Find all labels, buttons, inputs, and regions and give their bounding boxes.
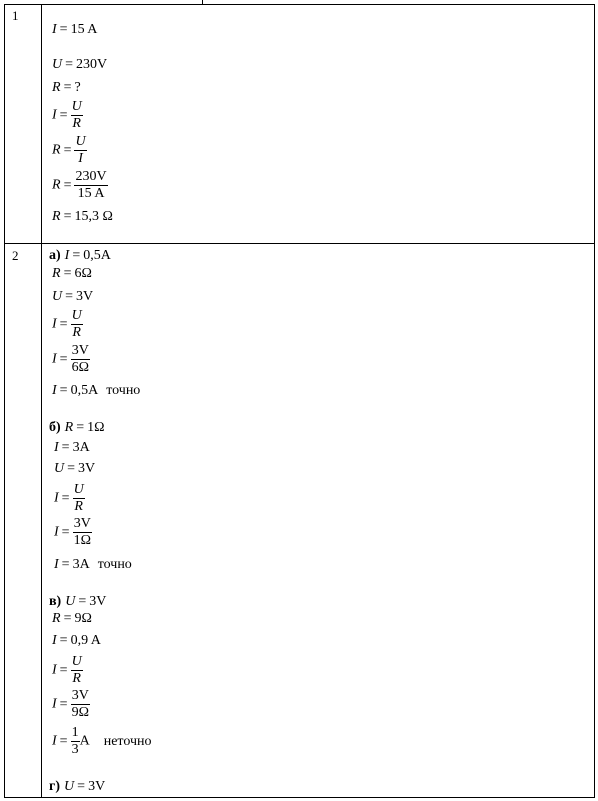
fraction: $\frac{U}{R}$	[73, 482, 84, 514]
row-number: 2	[12, 248, 19, 263]
equation-line: R = 15,3 Ω	[52, 209, 113, 224]
formula-line: I = $\frac{3V}{1\Omega}$	[54, 516, 91, 548]
formula-line: I = $\frac{3V}{9\Omega}$	[52, 688, 89, 720]
part-label: в)	[49, 594, 62, 609]
fraction: $\frac{1}{3}$	[71, 725, 79, 757]
equation-line: I = 3A точно	[54, 557, 132, 572]
equation-line: R = ?	[52, 80, 81, 95]
equation-line: U = 3V	[54, 461, 96, 476]
fraction: $\frac{U}{R}$	[71, 654, 82, 686]
row-divider	[4, 243, 595, 244]
formula-line: I = $\frac{U}{R}$	[52, 308, 82, 340]
formula-line: R = $\frac{230V}{15 A}$	[52, 169, 107, 201]
equation-line: в) U = 3V	[49, 594, 107, 609]
row-number: 1	[12, 8, 19, 23]
part-label: б)	[49, 420, 61, 435]
accuracy-note: неточно	[103, 733, 152, 749]
table-border-left	[4, 4, 5, 798]
fraction: $\frac{U}{R}$	[71, 308, 82, 340]
equation-line: г) U = 3V	[49, 779, 106, 794]
fraction: $\frac{3V}{6\Omega}$	[71, 343, 89, 375]
equation-line: U = 3V	[52, 289, 94, 304]
equation-line: а) I = 0,5A	[49, 248, 111, 263]
equation-line: I = 0,9 A	[52, 633, 101, 648]
accuracy-note: точно	[97, 557, 132, 572]
equation-line: R = 6Ω	[52, 266, 92, 281]
table-border-right	[594, 4, 595, 798]
formula-line: I = $\frac{3V}{6\Omega}$	[52, 343, 89, 375]
equation-line: U = 230V	[52, 57, 108, 72]
fraction: $\frac{U}{R}$	[71, 99, 82, 131]
fraction: $\frac{3V}{1\Omega}$	[73, 516, 91, 548]
formula-line: I = $\frac{U}{R}$	[54, 482, 84, 514]
column-divider	[41, 4, 42, 798]
equation-line: I = 3A	[54, 440, 90, 455]
table-border-bottom	[4, 797, 595, 798]
formula-line: I = $\frac{1}{3}$ A неточно	[52, 725, 152, 757]
formula-line: I = $\frac{U}{R}$	[52, 654, 82, 686]
fraction: $\frac{3V}{9\Omega}$	[71, 688, 89, 720]
part-label: а)	[49, 248, 61, 263]
equation-line: I = 0,5A точно	[52, 383, 141, 398]
equation-line: I = 15 A	[52, 22, 98, 37]
equation-line: б) R = 1Ω	[49, 420, 105, 435]
table-border-top	[4, 4, 595, 5]
equation-line: R = 9Ω	[52, 611, 92, 626]
fraction: $\frac{230V}{15 A}$	[75, 169, 107, 201]
formula-line: R = $\frac{U}{I}$	[52, 134, 86, 166]
formula-line: I = $\frac{U}{R}$	[52, 99, 82, 131]
part-label: г)	[49, 779, 61, 794]
fraction: $\frac{U}{I}$	[75, 134, 86, 166]
accuracy-note: точно	[106, 383, 141, 398]
